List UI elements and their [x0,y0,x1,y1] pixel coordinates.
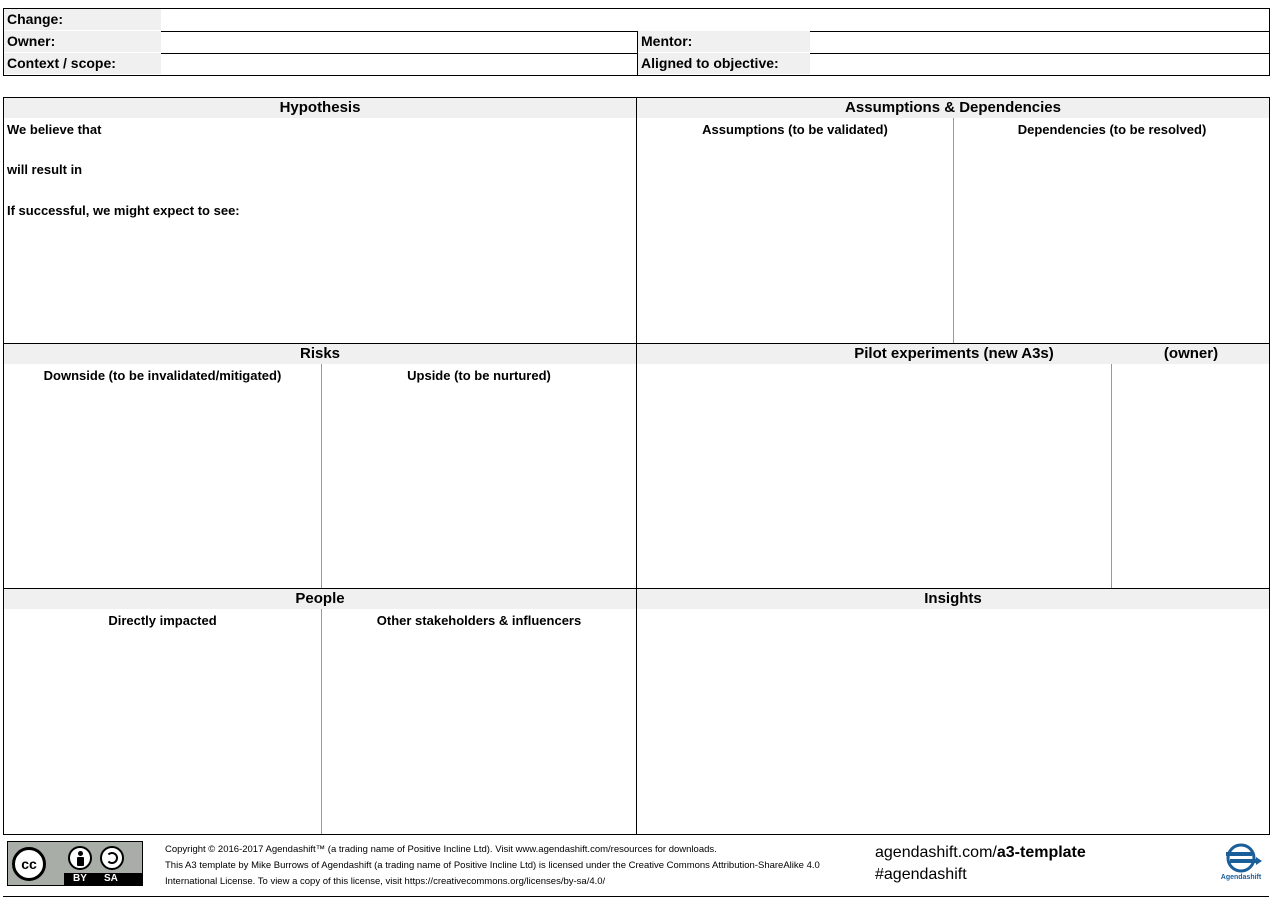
people-title: People [4,589,636,609]
mentor-field[interactable] [810,31,1269,52]
cc-sa-label: SA [104,873,118,884]
hypothesis-title: Hypothesis [4,98,636,118]
hypothesis-believe: We believe that [7,122,102,137]
hashtag[interactable]: #agendashift [875,866,967,883]
context-label: Context / scope: [4,53,161,74]
context-field[interactable] [161,53,636,74]
downside-heading: Downside (to be invalidated/mitigated) [43,368,282,383]
header-form [3,8,1270,76]
owner-field[interactable] [161,31,636,52]
stakeholders-heading: Other stakeholders & influencers [376,613,582,628]
column-divider [1111,364,1112,588]
dependencies-heading: Dependencies (to be resolved) [1017,122,1207,137]
site-prefix: agendashift.com/ [875,844,997,861]
logo-text: Agendashift [1220,874,1262,881]
attribution-icon [68,846,92,870]
share-alike-icon [100,846,124,870]
license-line-2: International License. To view a copy of this license, visit https://creativecommons.org/licenses/by-sa/4.0/ [165,876,606,887]
attribution-body [77,857,84,866]
pilot-title: Pilot experiments (new A3s) [854,345,1054,362]
aligned-label: Aligned to objective: [638,53,810,74]
cc-license-badge[interactable] [7,841,143,886]
footer-rule [3,896,1269,897]
license-bar [64,873,142,885]
change-row [4,9,1269,32]
pilot-panel[interactable] [636,343,1270,589]
insights-panel[interactable] [636,588,1270,835]
owner-label: Owner: [4,31,161,52]
assumptions-title: Assumptions & Dependencies [637,98,1269,118]
hypothesis-expect: If successful, we might expect to see: [7,203,240,218]
risks-panel[interactable] [3,343,637,589]
pilot-owner-heading: (owner) [1163,345,1219,362]
change-label: Change: [4,9,161,30]
column-divider [321,364,322,588]
cc-logo-text: cc [21,856,37,872]
insights-title: Insights [637,589,1269,609]
agendashift-logo-icon [1218,843,1264,875]
column-divider [953,118,954,343]
upside-heading: Upside (to be nurtured) [407,368,551,383]
owner-row [4,31,1269,54]
agendashift-logo[interactable] [1218,843,1264,885]
template-link[interactable] [875,844,1086,862]
copyright-line: Copyright © 2016-2017 Agendashift™ (a trading name of Positive Incline Ltd). Visit www.agendashift.com/resources for downloads. [165,844,717,855]
change-field[interactable] [161,9,1269,30]
cc-by-label: BY [73,873,87,884]
assumptions-panel[interactable] [636,97,1270,344]
people-panel[interactable] [3,588,637,835]
aligned-field[interactable] [810,53,1269,74]
attribution-head [78,851,83,856]
site-path: a3-template [996,844,1086,861]
cc-logo-icon [12,847,46,881]
license-line-1: This A3 template by Mike Burrows of Agendashift (a trading name of Positive Incline Ltd) is licensed under the Creative Commons Attribution-ShareAlike 4.0 [165,860,820,871]
mentor-label: Mentor: [638,31,810,52]
risks-title: Risks [4,344,636,364]
column-divider [321,609,322,834]
hypothesis-result: will result in [7,162,83,177]
hypothesis-panel[interactable] [3,97,637,344]
pilot-title-bar [637,344,1269,364]
assumptions-heading: Assumptions (to be validated) [702,122,888,137]
context-row [4,53,1269,75]
share-alike-arrow [106,852,118,864]
directly-impacted-heading: Directly impacted [108,613,217,628]
